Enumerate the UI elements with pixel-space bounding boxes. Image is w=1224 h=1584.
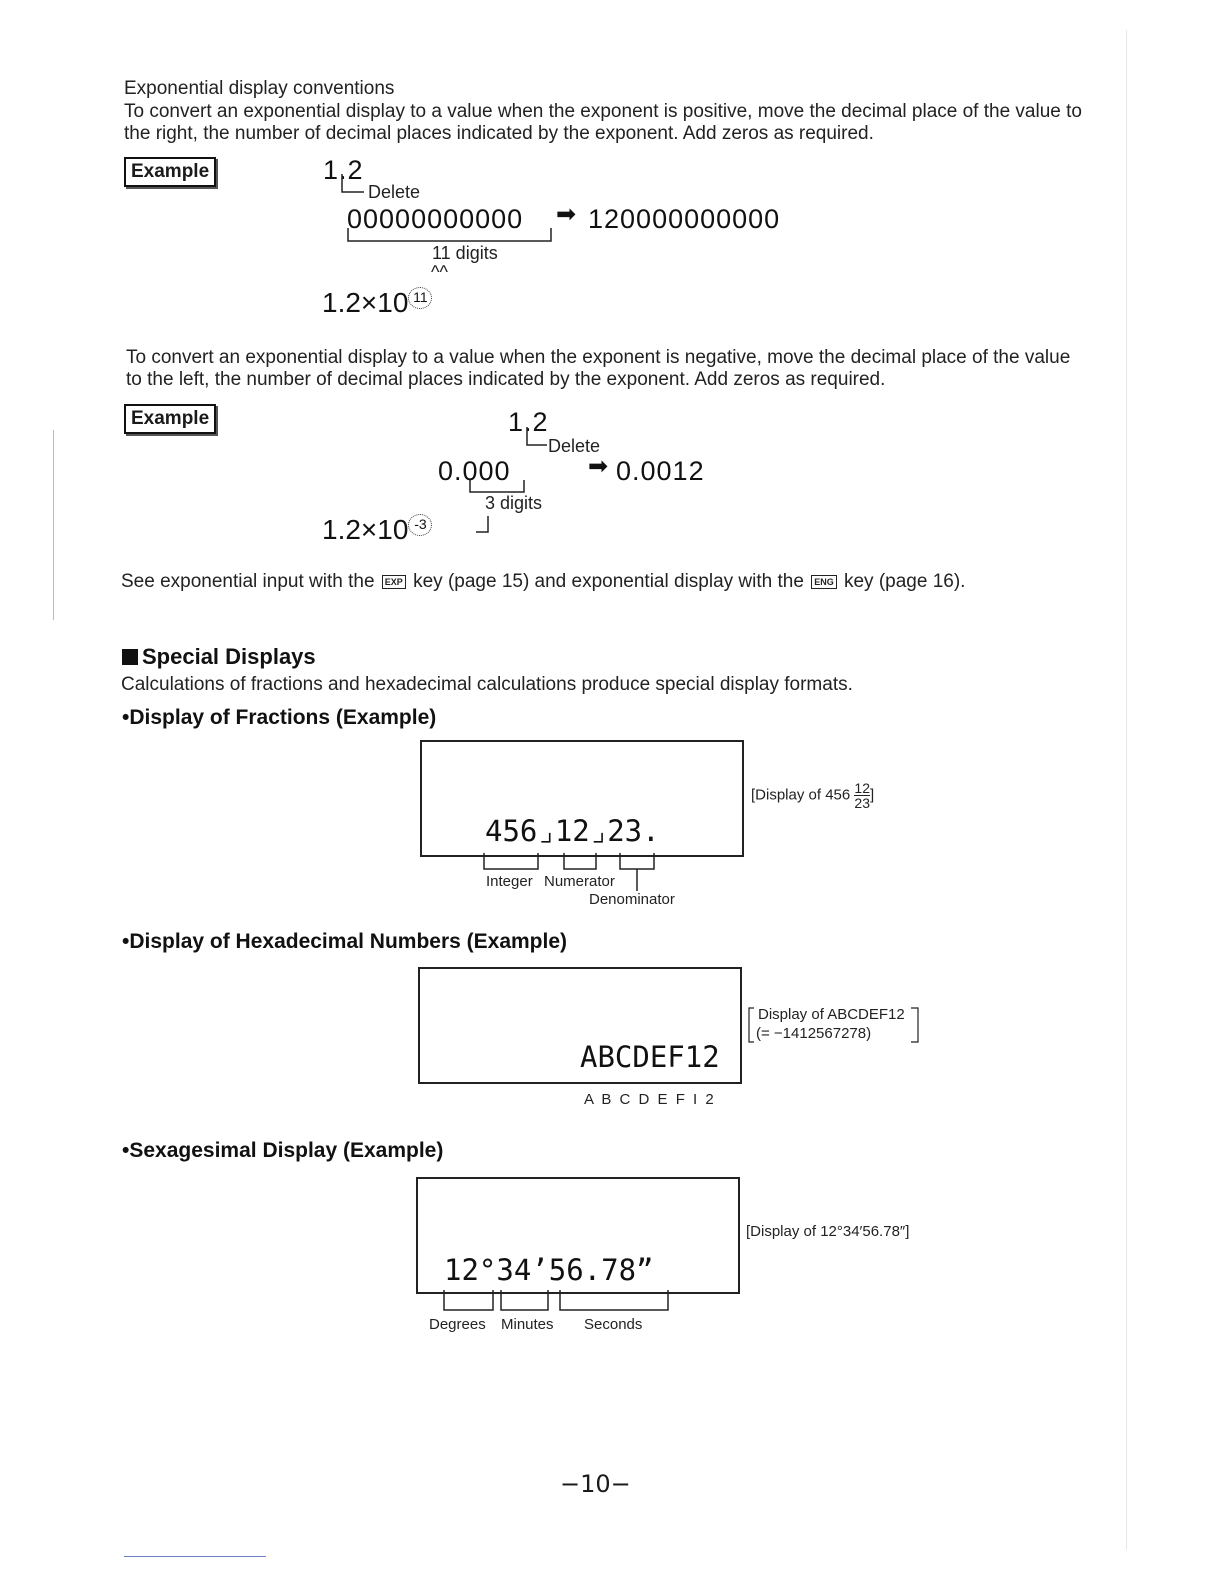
label-denominator: Denominator (589, 891, 675, 908)
hex-heading: •Display of Hexadecimal Numbers (Example) (122, 930, 568, 953)
example1-expression (322, 287, 432, 319)
footer-rule (124, 1556, 266, 1557)
example1-exponent: 11 (408, 287, 432, 309)
page-number: −10− (560, 1470, 631, 1498)
example-label-1: Example (124, 157, 216, 187)
square-bullet-icon (122, 649, 138, 665)
label-integer: Integer (486, 873, 533, 890)
example1-zeros: 00000000000 (347, 204, 524, 234)
example2-delete-label: Delete (548, 436, 601, 456)
fraction-caption-prefix: [Display of 456 (751, 786, 851, 804)
example2-result: 0.0012 (616, 456, 705, 486)
sexagesimal-heading: •Sexagesimal Display (Example) (122, 1139, 444, 1162)
label-seconds: Seconds (584, 1316, 643, 1333)
example2-expression (322, 514, 432, 546)
hex-caption-line2: (= −1412567278) (756, 1025, 872, 1042)
example1-delete-bracket (340, 172, 360, 202)
sexagesimal-display-value: 12°34’56.78” (444, 1253, 654, 1287)
example2-zeros: 0.000 (438, 456, 511, 486)
example1-result: 120000000000 (588, 204, 781, 234)
negative-exponent-paragraph: To convert an exponential display to a value when the exponent is negative, move the decimal place of the value to the left, the number of decimal places indicated by the exponent. Add zeros as required. (126, 347, 1071, 390)
see-also-part2: key (page 15) and exponential display with the (413, 571, 804, 592)
label-minutes: Minutes (501, 1316, 554, 1333)
hex-letters: A B C D E F I 2 (584, 1091, 716, 1108)
example2-expression-base: 1.2×10 (322, 514, 409, 545)
example1-expression-base: 1.2×10 (322, 287, 409, 318)
hex-display-value: ABCDEF12 (580, 1040, 720, 1074)
see-also-part3: key (page 16). (843, 571, 966, 592)
fraction-caption (751, 781, 874, 810)
scan-edge-left (53, 430, 54, 620)
fractions-heading: •Display of Fractions (Example) (122, 706, 437, 729)
section-title: Exponential display conventions (124, 78, 395, 99)
sexagesimal-caption: [Display of 12°34′56.78″] (746, 1223, 910, 1240)
positive-exponent-paragraph: To convert an exponential display to a value when the exponent is positive, move the decimal place of the value to the right, the number of decimal places indicated by the exponent. Add zeros as required. (124, 101, 1082, 144)
see-also-part1: See exponential input with the (121, 571, 375, 592)
label-numerator: Numerator (544, 873, 615, 890)
hex-caption-line1: Display of ABCDEF12 (758, 1006, 905, 1023)
arrow-icon-2: ➡ (588, 453, 609, 480)
example2-mantissa: 1.2 (508, 407, 549, 437)
example1-mantissa: 1.2 (323, 155, 364, 185)
fraction-caption-fraction (854, 781, 870, 810)
fraction-caption-numerator: 12 (854, 780, 870, 796)
example1-digits-label: 11 digits (432, 243, 498, 263)
sexagesimal-brackets (440, 1290, 680, 1314)
example2-digits-label: 3 digits (485, 493, 543, 513)
exp-key-icon: EXP (382, 575, 406, 589)
example-label-2: Example (124, 404, 216, 434)
fraction-caption-suffix: ] (869, 786, 875, 804)
example1-delete-label: Delete (368, 182, 421, 202)
see-also-line (121, 571, 965, 593)
fraction-caption-denominator: 23 (854, 795, 870, 811)
special-displays-heading (122, 644, 316, 670)
example2-exponent-bracket (474, 514, 494, 536)
special-heading-text: Special Displays (142, 644, 316, 669)
example2-exponent: -3 (408, 514, 432, 536)
eng-key-icon: ENG (811, 575, 837, 589)
special-displays-intro: Calculations of fractions and hexadecimal calculations produce special display formats. (121, 674, 853, 695)
scan-edge-right (1126, 30, 1127, 1550)
fraction-display-value: 456⌟12⌟23. (485, 814, 660, 848)
arrow-icon: ➡ (556, 201, 577, 228)
caret-icon: ^^ (431, 262, 448, 282)
label-degrees: Degrees (429, 1316, 486, 1333)
